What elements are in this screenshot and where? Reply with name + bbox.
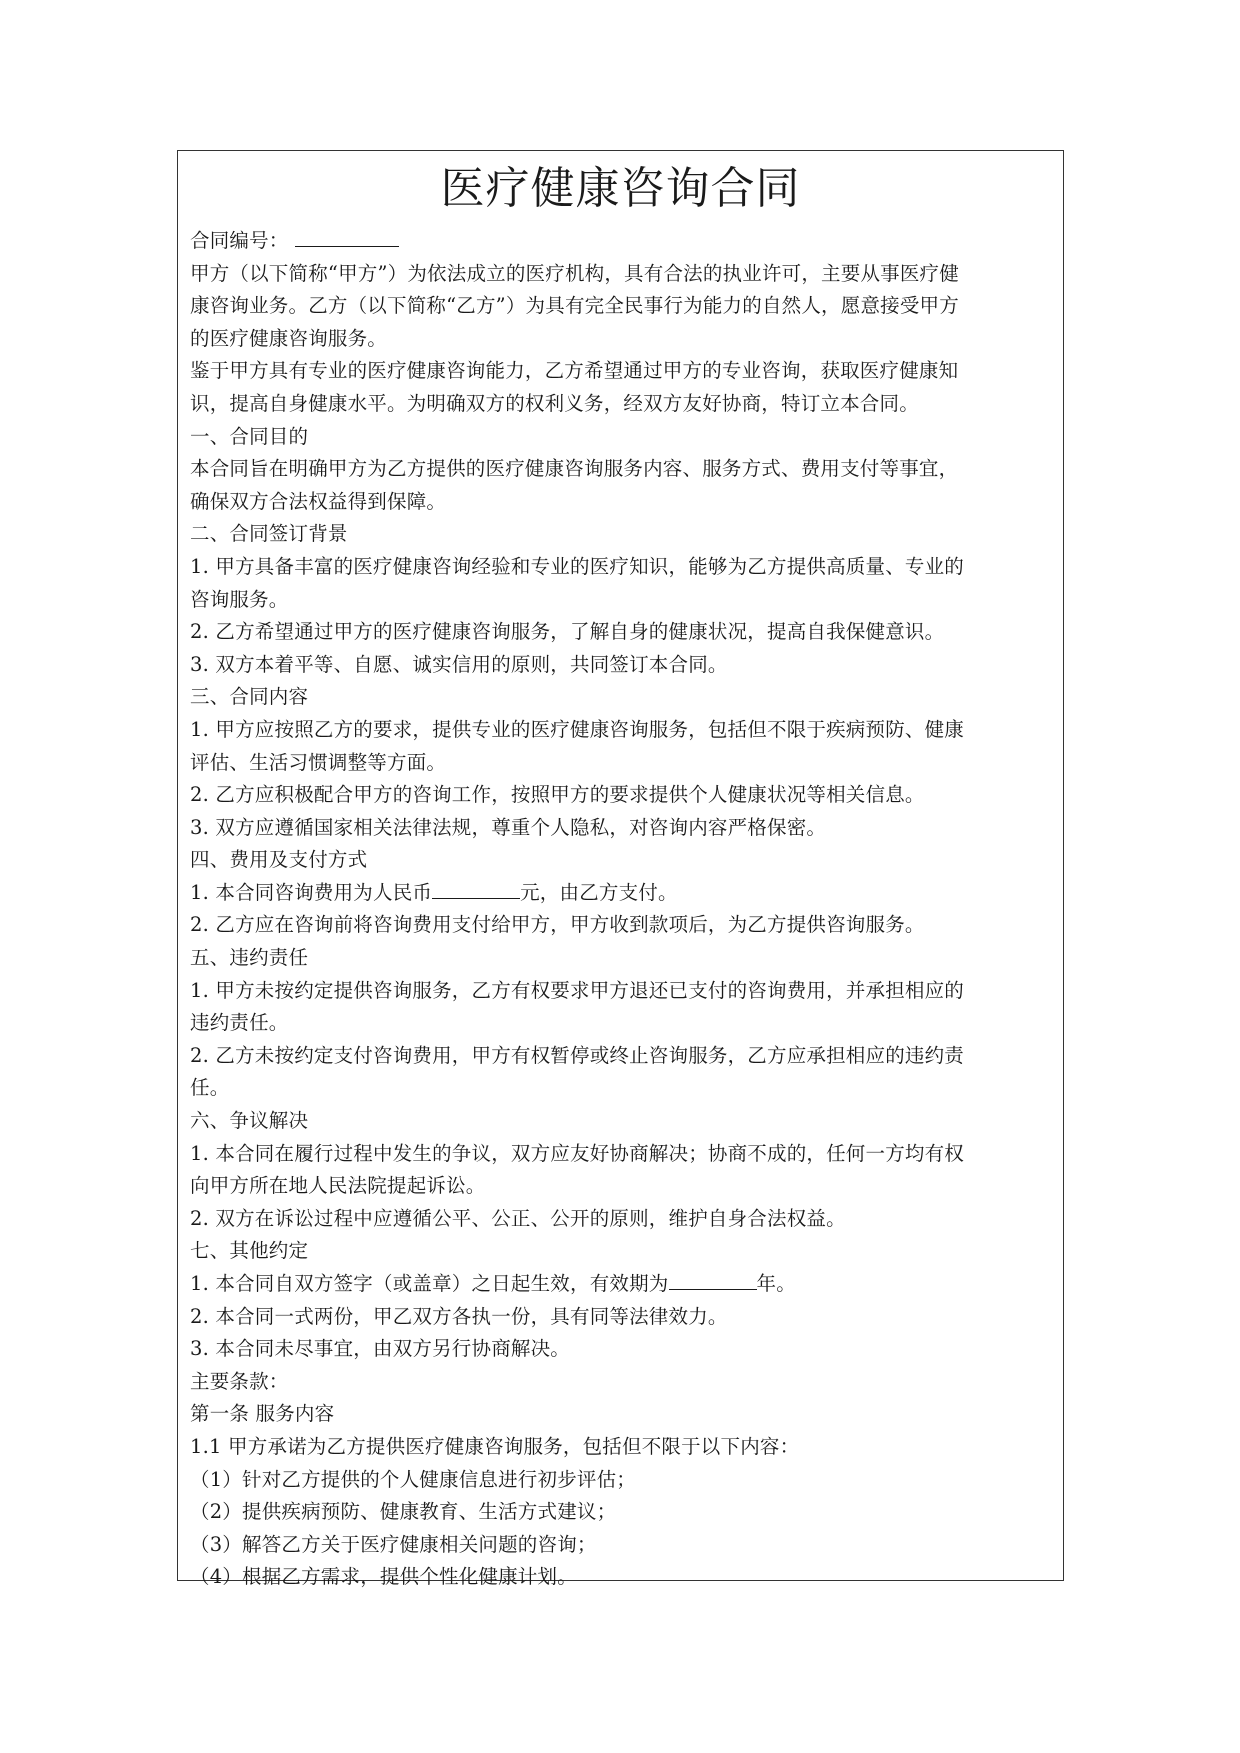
main-terms-heading: 主要条款： (190, 1369, 289, 1393)
section-heading-purpose: 一、合同目的 (190, 424, 309, 448)
list-item: （2）提供疾病预防、健康教育、生活方式建议； (190, 1500, 617, 1524)
document-title: 医疗健康咨询合同 (440, 163, 801, 214)
clause-line: 1. 甲方未按约定提供咨询服务，乙方有权要求甲方退还已支付的咨询费用，并承担相应的 (190, 978, 965, 1002)
clause-line: 咨询服务。 (190, 587, 289, 611)
clause-line: 1. 本合同在履行过程中发生的争议，双方应友好协商解决；协商不成的，任何一方均有权 (190, 1141, 965, 1165)
contract-number-line (190, 225, 1051, 258)
clause-line: 2. 乙方应积极配合甲方的咨询工作，按照甲方的要求提供个人健康状况等相关信息。 (190, 783, 925, 807)
clause-line: 3. 双方应遵循国家相关法律法规，尊重个人隐私，对咨询内容严格保密。 (190, 815, 827, 839)
term-line (190, 1268, 1051, 1301)
clause-line: 2. 乙方希望通过甲方的医疗健康咨询服务，了解自身的健康状况，提高自我保健意识。 (190, 620, 945, 644)
section-heading-fees: 四、费用及支付方式 (190, 848, 368, 872)
fee-suffix: 元，由乙方支付。 (520, 880, 678, 904)
contract-number-blank[interactable] (295, 226, 399, 247)
intro-line: 康咨询业务。乙方（以下简称“乙方”）为具有完全民事行为能力的自然人，愿意接受甲方 (190, 294, 959, 318)
section-heading-other: 七、其他约定 (190, 1239, 309, 1263)
fee-prefix: 1. 本合同咨询费用为人民币 (190, 880, 433, 904)
clause-line: 本合同旨在明确甲方为乙方提供的医疗健康咨询服务内容、服务方式、费用支付等事宜， (190, 457, 959, 481)
section-heading-liability: 五、违约责任 (190, 946, 309, 970)
clause-line: 违约责任。 (190, 1011, 289, 1035)
clause-line: 1. 甲方应按照乙方的要求，提供专业的医疗健康咨询服务，包括但不限于疾病预防、健康 (190, 717, 965, 741)
contract-frame (177, 150, 1064, 1589)
intro-line: 识，提高自身健康水平。为明确双方的权利义务，经双方友好协商，特订立本合同。 (190, 391, 919, 415)
list-item: （1）针对乙方提供的个人健康信息进行初步评估； (190, 1467, 637, 1491)
clause-line: 评估、生活习惯调整等方面。 (190, 750, 447, 774)
term-suffix: 年。 (756, 1272, 796, 1295)
clause-line: 3. 双方本着平等、自愿、诚实信用的原则，共同签订本合同。 (190, 652, 728, 676)
clause-line: 1. 甲方具备丰富的医疗健康咨询经验和专业的医疗知识，能够为乙方提供高质量、专业的 (190, 554, 965, 578)
clause-line: 3. 本合同未尽事宜，由双方另行协商解决。 (190, 1337, 571, 1361)
list-item: （4）根据乙方需求，提供个性化健康计划。 (190, 1565, 577, 1589)
intro-line: 的医疗健康咨询服务。 (190, 326, 388, 350)
clause-line: 2. 乙方未按约定支付咨询费用，甲方有权暂停或终止咨询服务，乙方应承担相应的违约责 (190, 1043, 965, 1067)
clause-line: 向甲方所在地人民法院提起诉讼。 (190, 1174, 486, 1198)
clause-line: 任。 (190, 1076, 230, 1100)
section-heading-disputes: 六、争议解决 (190, 1109, 309, 1133)
fee-line (190, 877, 1051, 910)
section-heading-background: 二、合同签订背景 (190, 522, 348, 546)
list-item: （3）解答乙方关于医疗健康相关问题的咨询； (190, 1532, 597, 1556)
term-prefix: 1. 本合同自双方签字（或盖章）之日起生效，有效期为 (190, 1272, 669, 1295)
intro-line: 甲方（以下简称“甲方”）为依法成立的医疗机构，具有合法的执业许可，主要从事医疗健 (190, 261, 959, 285)
intro-line: 鉴于甲方具有专业的医疗健康咨询能力，乙方希望通过甲方的专业咨询，获取医疗健康知 (190, 359, 959, 383)
article-heading: 第一条 服务内容 (190, 1402, 335, 1426)
clause-line: 2. 双方在诉讼过程中应遵循公平、公正、公开的原则，维护自身合法权益。 (190, 1206, 846, 1230)
clause-line: 确保双方合法权益得到保障。 (190, 489, 447, 513)
contract-number-label: 合同编号： (190, 229, 289, 252)
term-years-blank[interactable] (669, 1269, 757, 1290)
clause-line: 2. 本合同一式两份，甲乙双方各执一份，具有同等法律效力。 (190, 1304, 728, 1328)
fee-amount-blank[interactable] (432, 878, 520, 899)
section-heading-content: 三、合同内容 (190, 685, 309, 709)
clause-line: 2. 乙方应在咨询前将咨询费用支付给甲方，甲方收到款项后，为乙方提供咨询服务。 (190, 913, 925, 937)
clause-line: 1.1 甲方承诺为乙方提供医疗健康咨询服务，包括但不限于以下内容： (190, 1434, 800, 1458)
